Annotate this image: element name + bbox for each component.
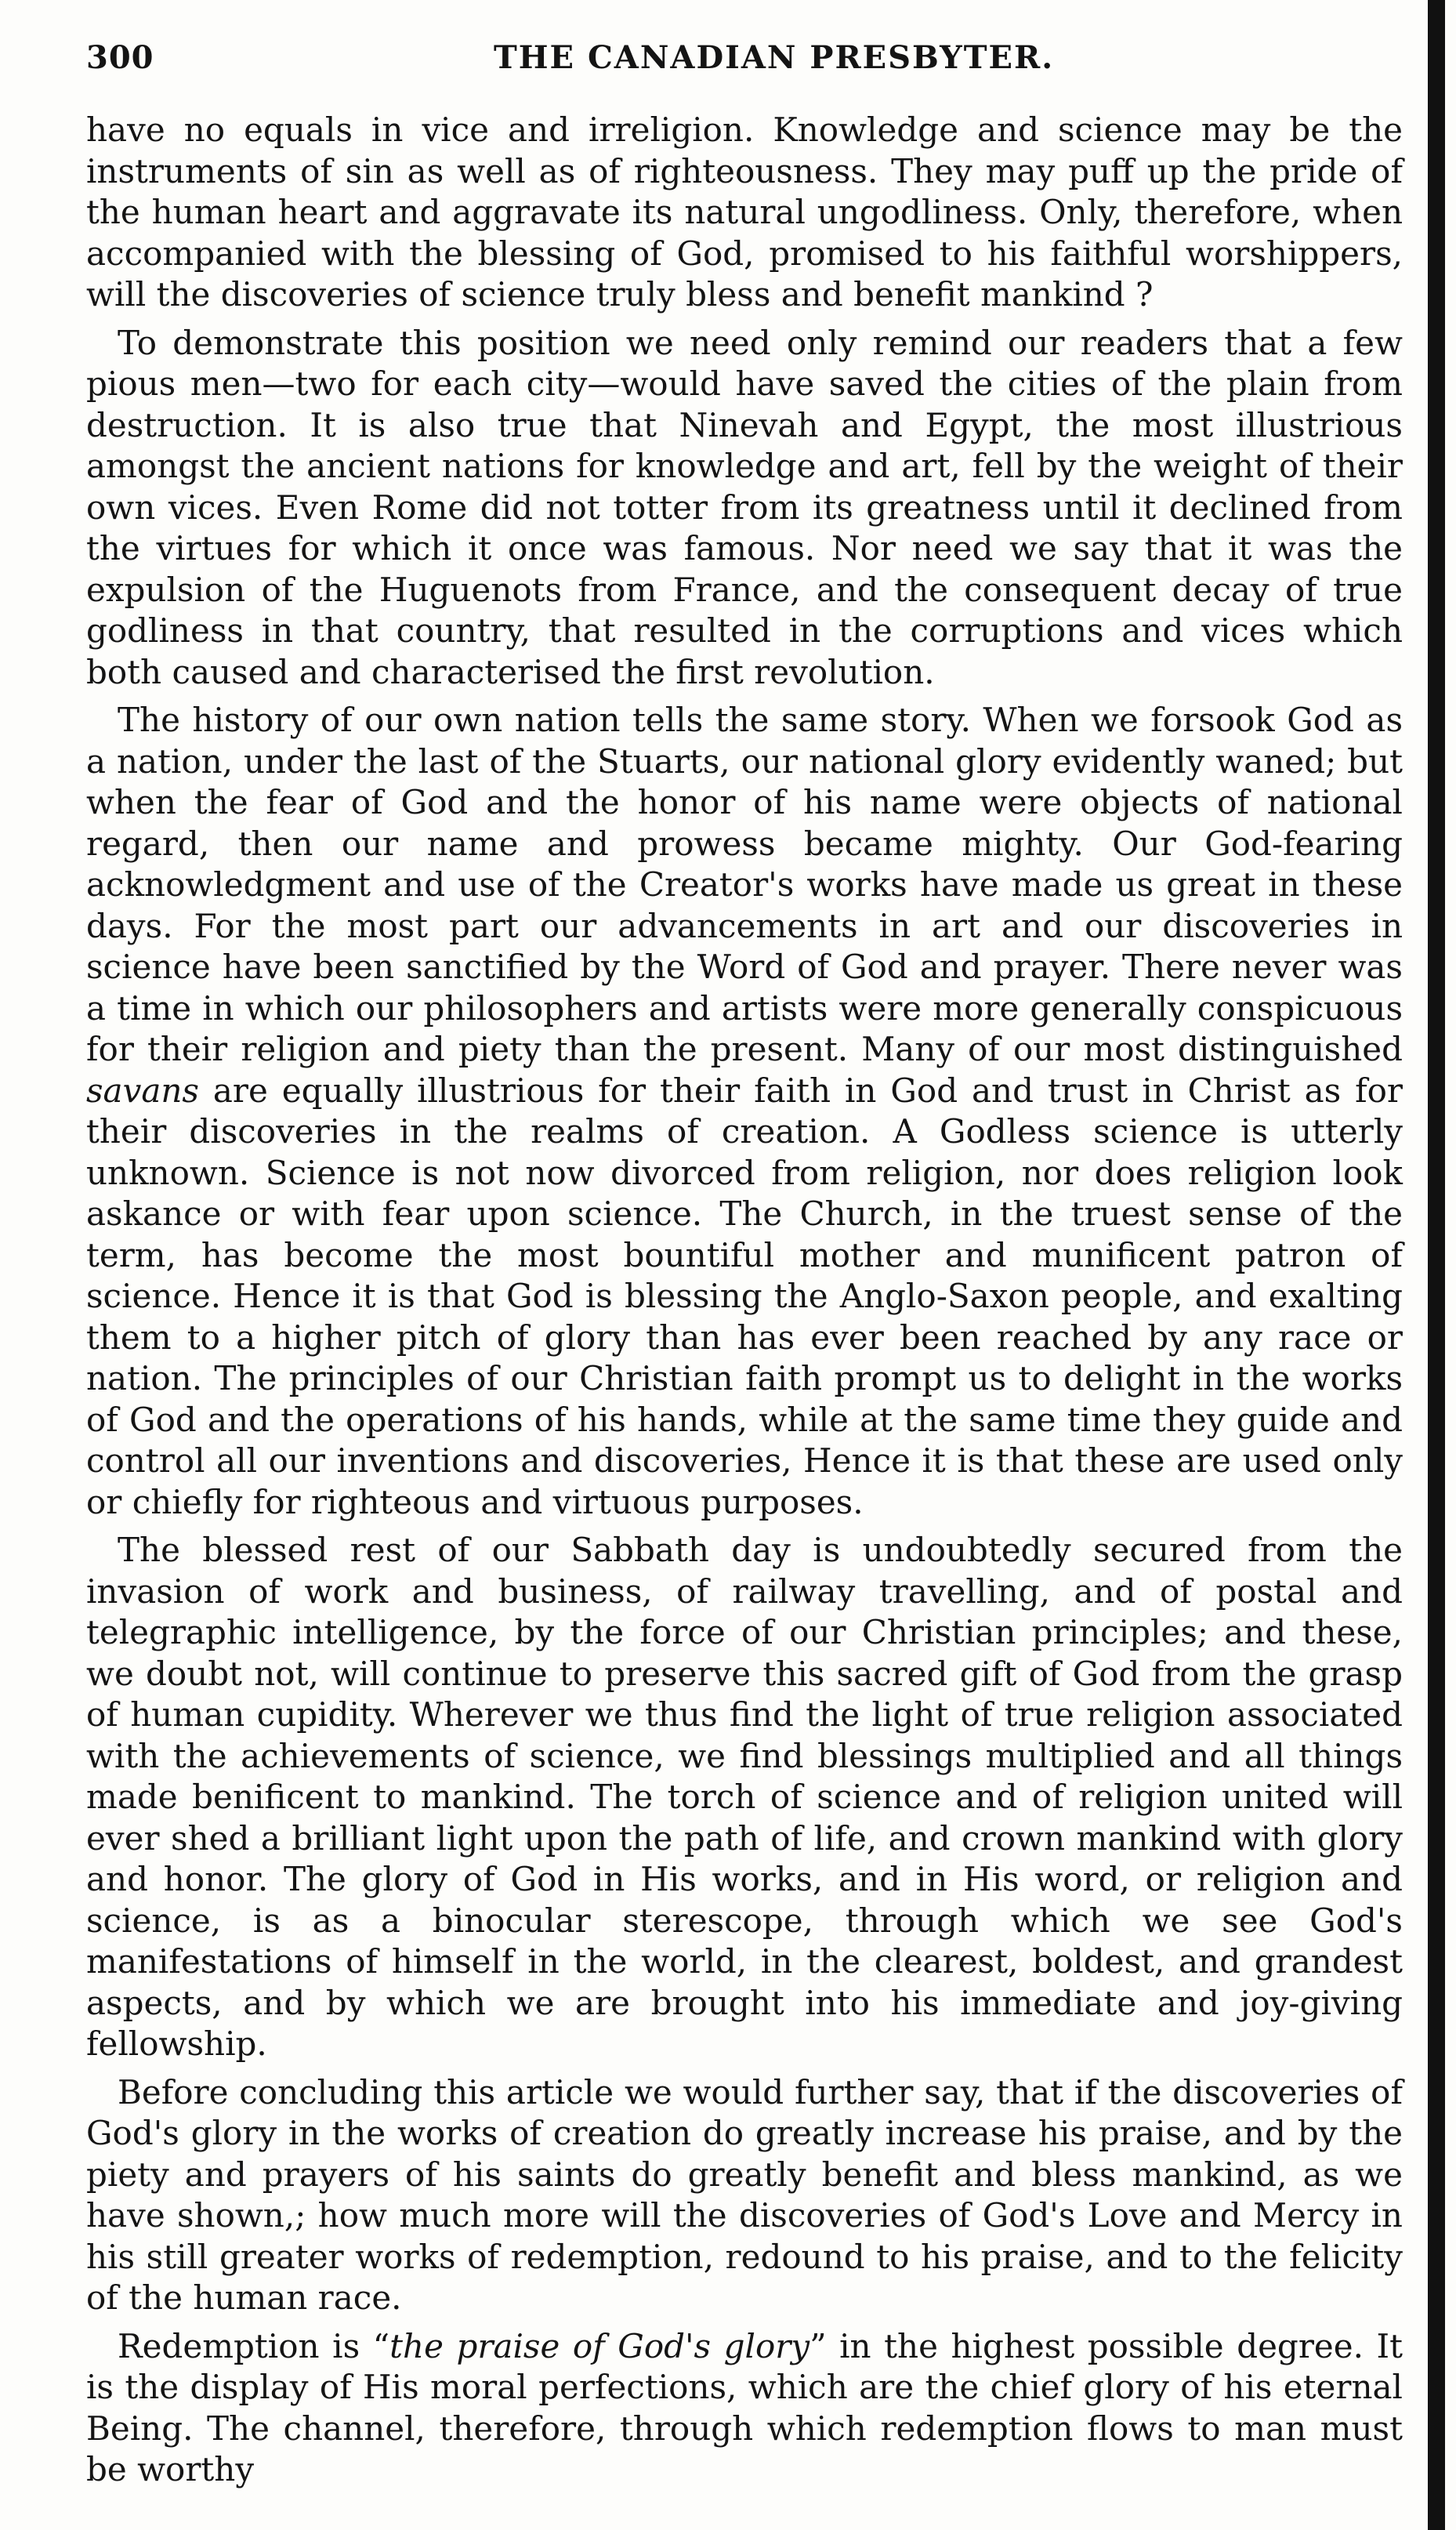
paragraph-6-text-b: ” in the highest possible degree. It is the display of His moral perfections, which are the chief glory of his eternal Being. The channel, therefore, through which redemption flows to man must be worthy bbox=[86, 2326, 1403, 2488]
paragraph-6 bbox=[86, 2326, 1403, 2491]
article-body bbox=[86, 110, 1403, 2488]
paragraph-6-text-a: Redemption is “ bbox=[118, 2326, 390, 2365]
italic-quote-praise: the praise of God's glory bbox=[389, 2326, 810, 2365]
page-number: 300 bbox=[86, 39, 154, 76]
paragraph-3-text-b: are equally illustrious for their faith in God and trust in Christ as for their discoveries in the realms of creation. A Godless science is utterly unknown. Science is not now divorced from religion, nor does religion look askance or with fear upon science. The Church, in the truest sense of the term, has become the most bountiful mother and munificent patron of science. Hence it is that God is blessing the Anglo-Saxon people, and exalting them to a higher pitch of glory than has ever been reached by any race or nation. The principles of our Christian faith prompt us to delight in the works of God and the operations of his hands, while at the same time they guide and control all our inventions and discoveries, Hence it is that these are used only or chiefly for righteous and virtuous purposes. bbox=[86, 1071, 1403, 1521]
italic-term-savans: savans bbox=[86, 1071, 199, 1110]
running-title: THE CANADIAN PRESBYTER. bbox=[494, 39, 1055, 76]
paragraph-3-text-a: The history of our own nation tells the same story. When we forsook God as a nation, under the last of the Stuarts, our national glory evidently waned; but when the fear of God and the honor of his name were objects of national regard, then our name and prowess became mighty. Our God-fearing acknowledgment and use of the Creator's works have made us great in these days. For the most part our advancements in art and our discoveries in science have been sanctified by the Word of God and prayer. There never was a time in which our philosophers and artists were more generally conspicuous for their religion and piety than the present. Many of our most distinguished bbox=[86, 701, 1403, 1068]
paragraph-4: The blessed rest of our Sabbath day is undoubtedly secured from the invasion of work and business, of railway travelling, and of postal and telegraphic intelligence, by the force of our Christian principles; and these, we doubt not, will continue to preserve this sacred gift of God from the grasp of human cupidity. Wherever we thus find the light of true religion associated with the achievements of science, we find blessings multiplied and all things made benificent to mankind. The torch of science and of religion united will ever shed a brilliant light upon the path of life, and crown mankind with glory and honor. The glory of God in His works, and in His word, or religion and science, is as a binocular sterescope, through which we see God's manifestations of himself in the world, in the clearest, boldest, and grandest aspects, and by which we are brought into his immediate and joy-giving fellowship. bbox=[86, 1531, 1403, 2063]
paragraph-5: Before concluding this article we would further say, that if the discoveries of God's glory in the works of creation do greatly increase his praise, and by the piety and prayers of his saints do greatly benefit and bless mankind, as we have shown,; how much more will the discoveries of God's Love and Mercy in his still greater works of redemption, redound to his praise, and to the felicity of the human race. bbox=[86, 2072, 1403, 2317]
page-edge-shadow bbox=[1428, 0, 1445, 2530]
paragraph-1: have no equals in vice and irreligion. Knowledge and science may be the instruments of sin as well as of righteousness. They may puff up the pride of the human heart and aggravate its natural ungodliness. Only, therefore, when accompanied with the blessing of God, promised to his faithful worshippers, will the discoveries of science truly bless and benefit mankind ? bbox=[86, 111, 1403, 314]
paragraph-2: To demonstrate this position we need only remind our readers that a few pious men—two for each city—would have saved the cities of the plain from destruction. It is also true that Ninevah and Egypt, the most illustrious amongst the ancient nations for knowledge and art, fell by the weight of their own vices. Even Rome did not totter from its greatness until it declined from the virtues for which it once was famous. Nor need we say that it was the expulsion of the Huguenots from France, and the consequent decay of true godliness in that country, that resulted in the corruptions and vices which both caused and characterised the first revolution. bbox=[86, 323, 1403, 691]
paragraph-3 bbox=[86, 700, 1403, 1523]
page-header bbox=[86, 39, 1411, 94]
